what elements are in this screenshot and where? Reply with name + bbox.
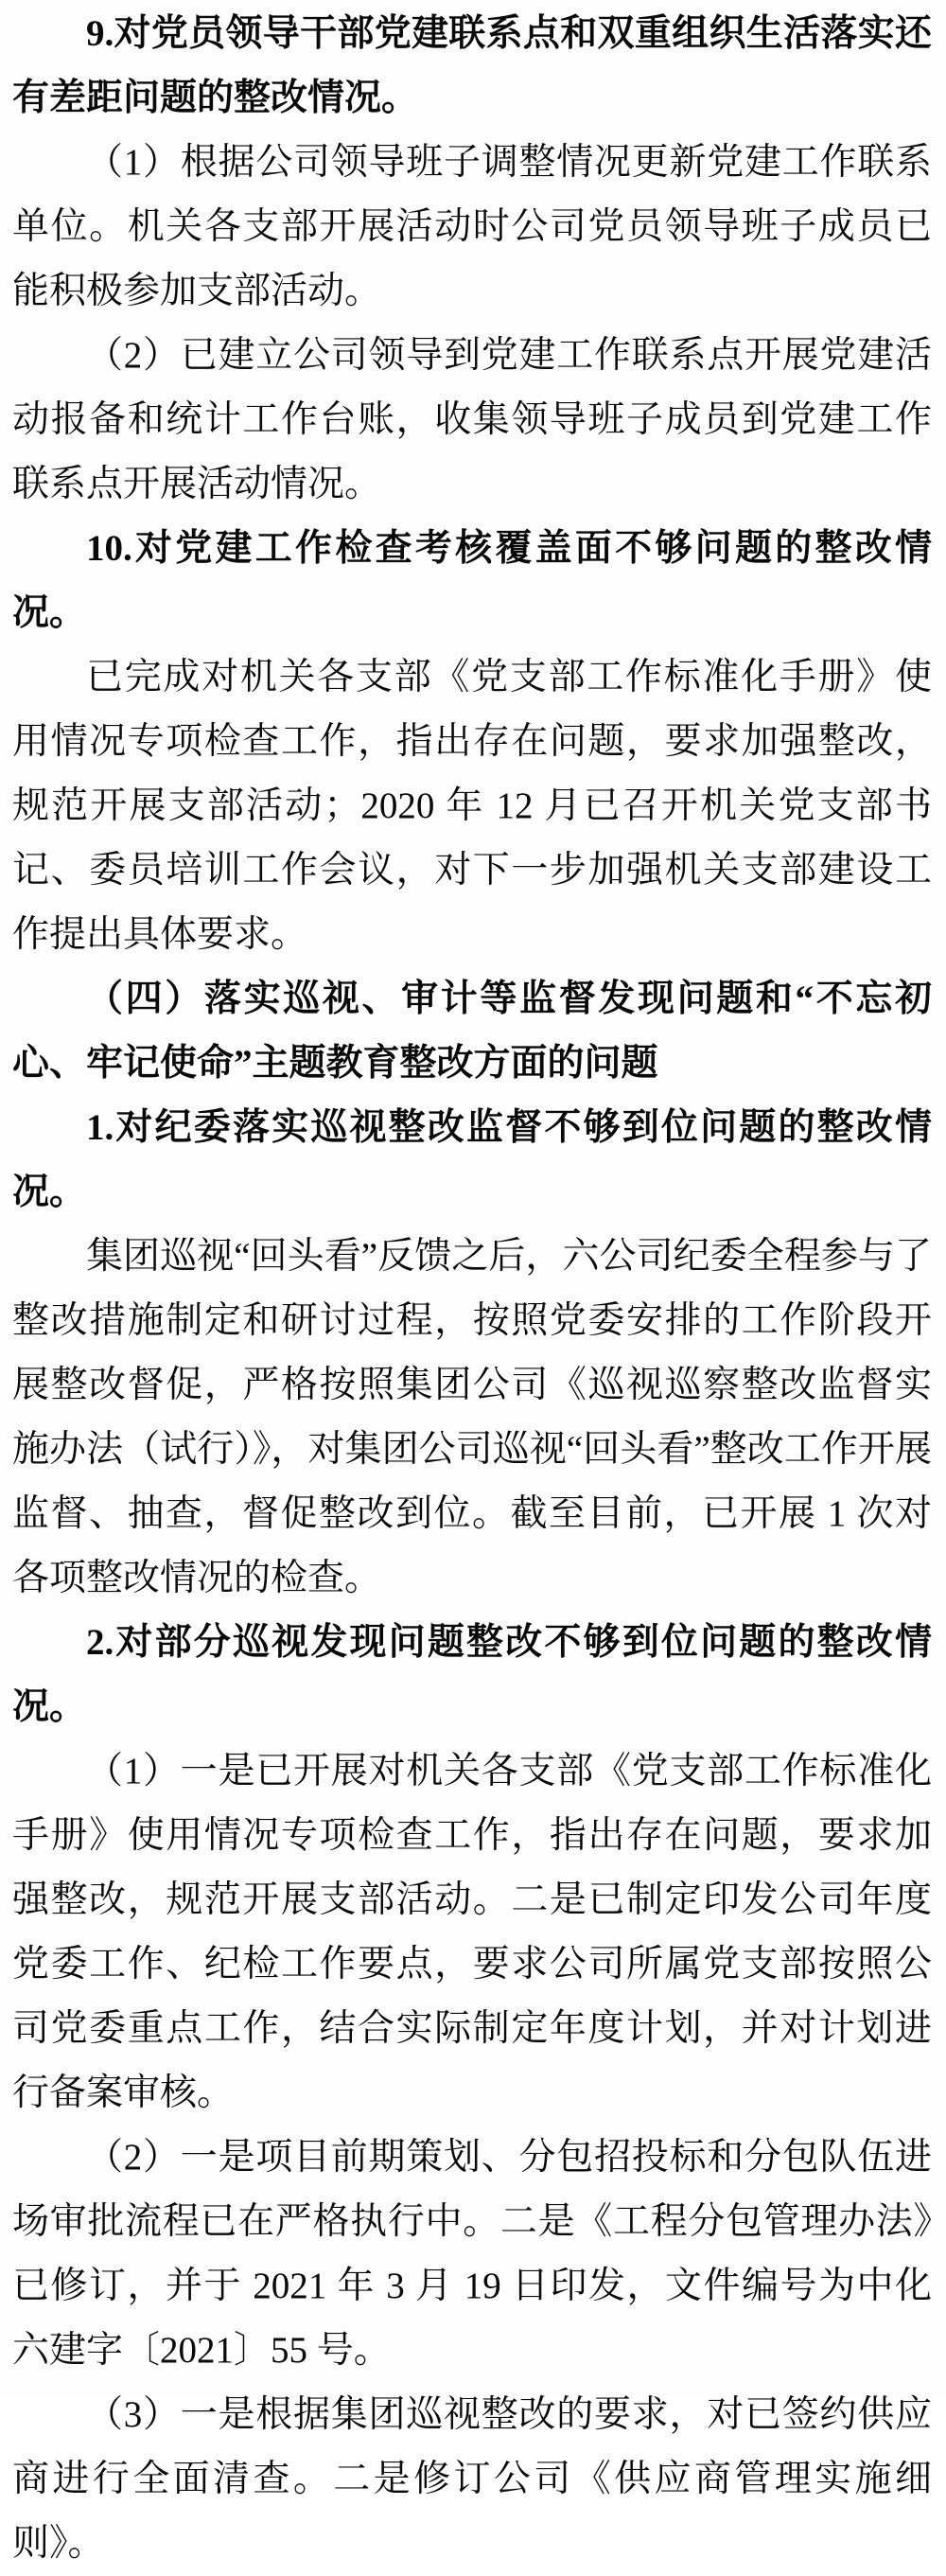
heading-item-9: 9.对党员领导干部党建联系点和双重组织生活落实还有差距问题的整改情况。 [12,13,932,118]
heading-item-2: 2.对部分巡视发现问题整改不够到位问题的整改情况。 [12,1622,932,1727]
para-10-body: 已完成对机关各支部《党支部工作标准化手册》使用情况专项检查工作，指出存在问题，要求加强整改，规范开展支部活动；2020 年 12 月已召开机关党支部书记、委员培训工作会议，对下一步加强机关支部建设工作提出具体要求。 [12,657,932,955]
para-9-sub-2: （2）已建立公司领导到党建工作联系点开展党建活动报备和统计工作台账，收集领导班子成员到党建工作联系点开展活动情况。 [12,335,932,504]
heading-item-10: 10.对党建工作检查考核覆盖面不够问题的整改情况。 [12,528,932,633]
document-body [12,2,932,2576]
heading-item-1: 1.对纪委落实巡视整改监督不够到位问题的整改情况。 [12,1107,932,1212]
section-heading-4: （四）落实巡视、审计等监督发现问题和“不忘初心、牢记使命”主题教育整改方面的问题 [12,979,932,1084]
para-2-sub-2: （2）一是项目前期策划、分包招投标和分包队伍进场审批流程已在严格执行中。二是《工程分包管理办法》已修订，并于 2021 年 3 月 19 日印发，文件编号为中化六建字〔2021〕55 号。 [12,2137,932,2371]
para-9-sub-1: （1）根据公司领导班子调整情况更新党建工作联系单位。机关各支部开展活动时公司党员领导班子成员已能积极参加支部活动。 [12,142,932,311]
para-2-sub-3: （3）一是根据集团巡视整改的要求，对已签约供应商进行全面清查。二是修订公司《供应商管理实施细则》。 [12,2394,932,2564]
para-1-body: 集团巡视“回头看”反馈之后，六公司纪委全程参与了整改措施制定和研讨过程，按照党委安排的工作阶段开展整改督促，严格按照集团公司《巡视巡察整改监督实施办法（试行）》，对集团公司巡视“回头看”整改工作开展监督、抽查，督促整改到位。截至目前，已开展 1 次对各项整改情况的检查。 [12,1236,932,1598]
para-2-sub-1: （1）一是已开展对机关各支部《党支部工作标准化手册》使用情况专项检查工作，指出存在问题，要求加强整改，规范开展支部活动。二是已制定印发公司年度党委工作、纪检工作要点，要求公司所属党支部按照公司党委重点工作，结合实际制定年度计划，并对计划进行备案审核。 [12,1751,932,2113]
